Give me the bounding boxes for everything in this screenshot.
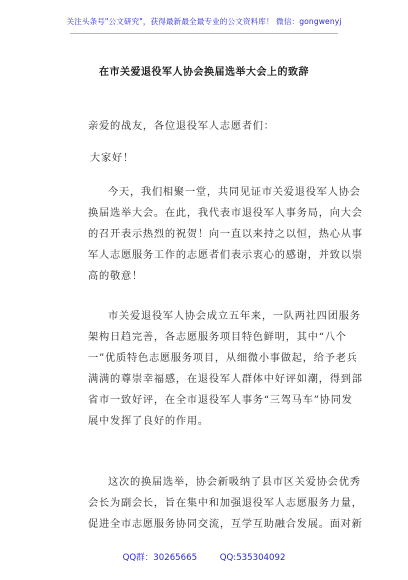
paragraph-line: 促进全市志愿服务协同交流，互学互助融合发展。面对新	[88, 519, 363, 530]
paragraph-line: 一”优质特色志愿服务项目，从细微小事做起，给予老兵	[88, 353, 358, 364]
paragraph-line: 今天，我们相聚一堂，共同见证市关爱退役军人协会	[108, 187, 361, 198]
paragraph-line: 军人志愿服务工作的志愿者们表示衷心的感谢，并致以崇	[88, 250, 363, 261]
document-title: 在市关爱退役军人协会换届选举大会上的致辞	[99, 67, 309, 78]
salutation	[88, 116, 320, 137]
paragraph-line: 省市一致好评，在全市退役军人事务“三驾马车”协同发	[88, 395, 353, 406]
greeting-line: 大家好！	[90, 153, 134, 164]
paragraph-line: 展中发挥了良好的作用。	[88, 416, 209, 427]
paragraph-line: 市关爱退役军人协会成立五年来，一队两社四团服务	[108, 311, 361, 322]
paragraph-line: 满满的尊崇幸福感，在退役军人群体中好评如潮，得到部	[88, 374, 363, 385]
paragraph-line: 会长为副会长，旨在集中和加强退役军人志愿服务力量，	[88, 498, 363, 509]
footer-qq: QQ:535304092	[219, 553, 286, 563]
paragraph-1	[88, 182, 363, 287]
header-divider	[70, 33, 338, 34]
paragraph-line: 高的敬意！	[88, 271, 143, 282]
header-banner: 关注头条号"公文研究"，获得最新最全最专业的公文资料库！ 微信：gongwenyj	[66, 17, 342, 26]
footer-contact	[0, 551, 408, 563]
greeting	[88, 148, 320, 169]
paragraph-3	[88, 472, 363, 535]
paragraph-line: 这次的换届选举，协会新吸纳了县市区关爱协会优秀	[108, 477, 361, 488]
paragraph-line: 的召开表示热烈的祝贺！向一直以来持之以恒，热心从事	[88, 229, 363, 240]
footer-qq-group: QQ群：30265665	[122, 553, 198, 563]
paragraph-line: 换届选举大会。在此，我代表市退役军人事务局，向大会	[88, 208, 363, 219]
paragraph-line: 架构日趋完善，各志愿服务项目特色鲜明，其中“八个	[88, 332, 347, 343]
salutation-line: 亲爱的战友，各位退役军人志愿者们：	[88, 121, 275, 132]
paragraph-2	[88, 306, 363, 432]
